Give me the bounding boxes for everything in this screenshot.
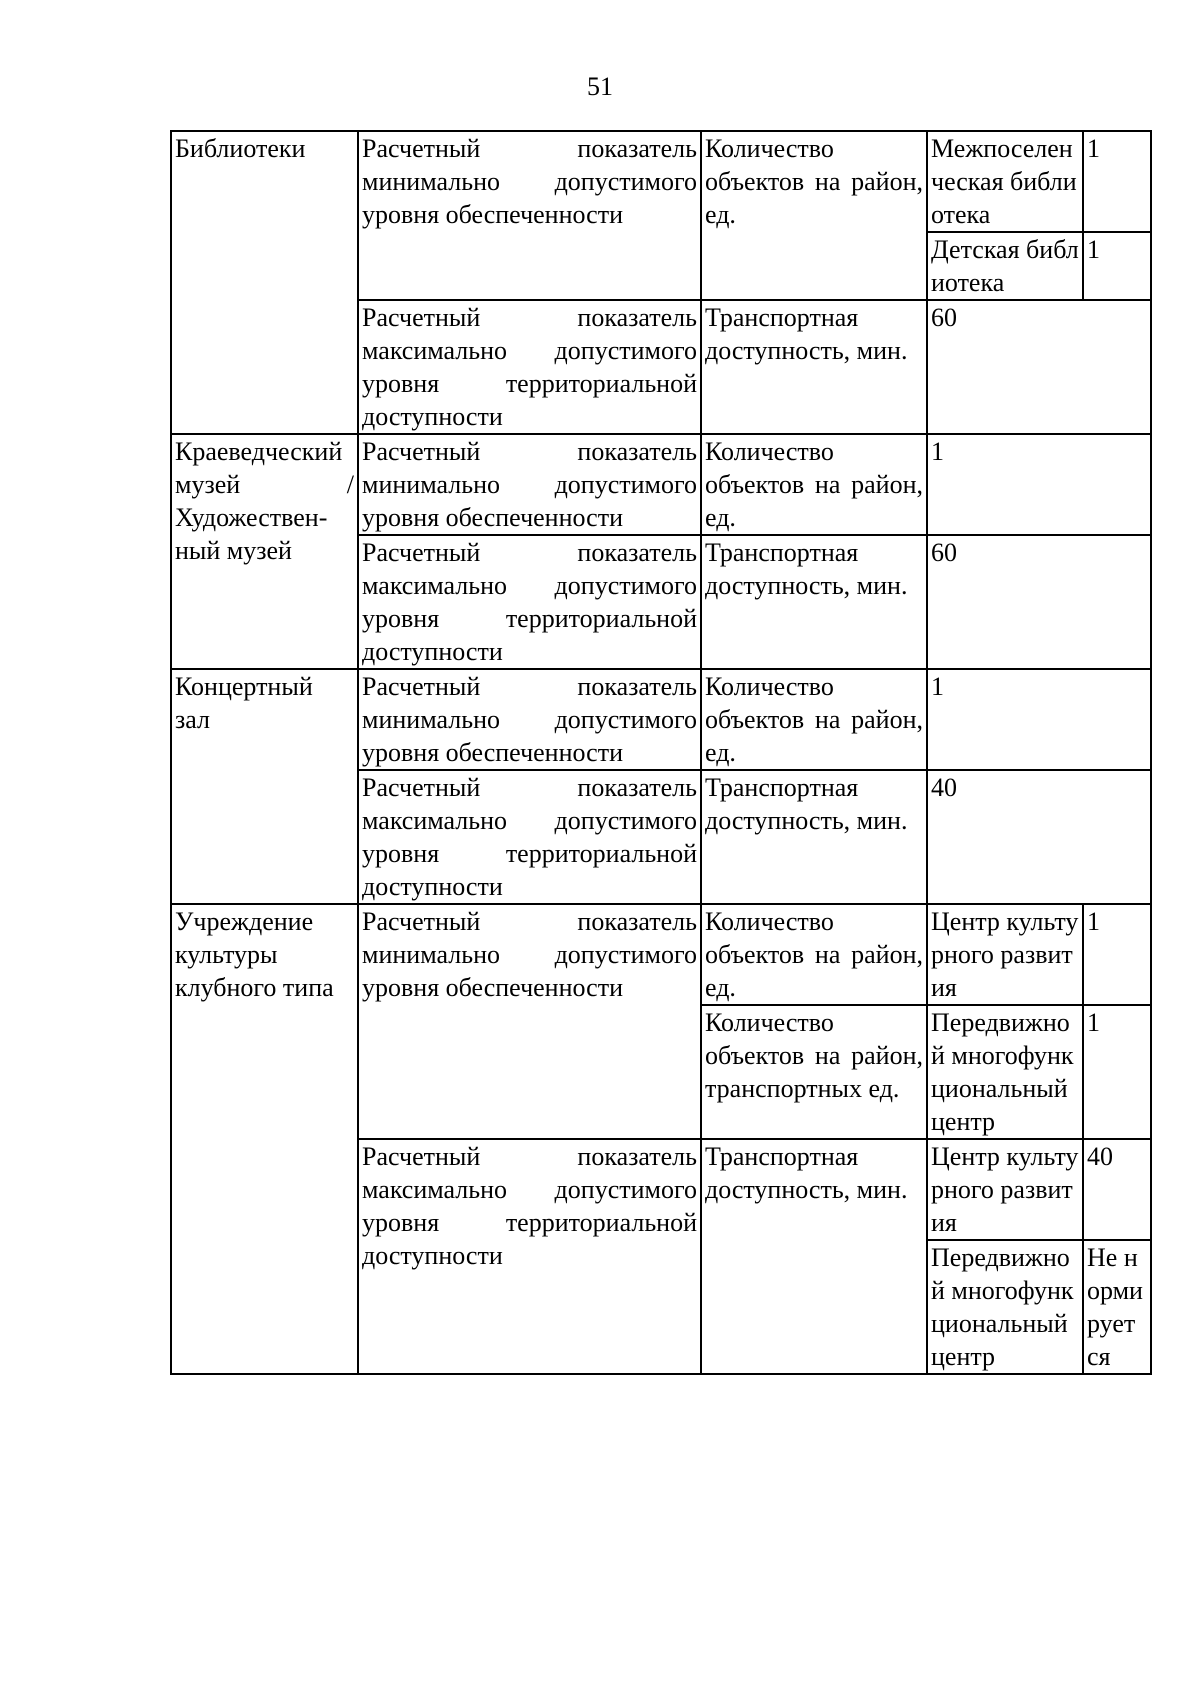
culture-norms-table (170, 130, 1152, 1375)
value-cell: 1 (1083, 131, 1151, 232)
value-cell: 1 (927, 434, 1151, 535)
indicator-cell: Расчетный показатель минимально допустимого уровня обеспеченности (358, 904, 701, 1139)
measure-cell: Транспортная доступность, мин. (701, 300, 927, 434)
measure-cell: Количество объектов на район, ед. (701, 131, 927, 300)
table-row (171, 131, 1151, 232)
subtype-cell: Центр культурного развития (927, 904, 1083, 1005)
measure-cell: Транспортная доступность, мин. (701, 770, 927, 904)
indicator-cell: Расчетный показатель минимально допустимого уровня обеспеченности (358, 669, 701, 770)
facility-cell: Краеведческий музей / Художествен-ный музей (171, 434, 358, 669)
value-cell: 40 (1083, 1139, 1151, 1240)
subtype-cell: Передвижной многофункциональный центр (927, 1240, 1083, 1374)
value-cell: 1 (1083, 904, 1151, 1005)
table-row (171, 669, 1151, 770)
value-cell: 60 (927, 300, 1151, 434)
facility-cell: Библиотеки (171, 131, 358, 434)
indicator-cell: Расчетный показатель минимально допустимого уровня обеспеченности (358, 434, 701, 535)
subtype-cell: Передвижной многофункциональный центр (927, 1005, 1083, 1139)
table-row (171, 904, 1151, 1005)
indicator-cell: Расчетный показатель максимально допустимого уровня территориальной доступности (358, 770, 701, 904)
facility-cell: Концертный зал (171, 669, 358, 904)
page-number: 51 (587, 72, 613, 101)
value-cell: 40 (927, 770, 1151, 904)
measure-cell: Количество объектов на район, ед. (701, 904, 927, 1005)
measure-cell: Количество объектов на район, ед. (701, 669, 927, 770)
table-row (171, 434, 1151, 535)
indicator-cell: Расчетный показатель минимально допустимого уровня обеспеченности (358, 131, 701, 300)
value-cell: 1 (1083, 232, 1151, 300)
subtype-cell: Детская библиотека (927, 232, 1083, 300)
subtype-cell: Межпоселенческая библиотека (927, 131, 1083, 232)
value-cell: 1 (927, 669, 1151, 770)
indicator-cell: Расчетный показатель максимально допустимого уровня территориальной доступности (358, 1139, 701, 1374)
value-cell: 1 (1083, 1005, 1151, 1139)
indicator-cell: Расчетный показатель максимально допустимого уровня территориальной доступности (358, 300, 701, 434)
facility-cell: Учреждение культуры клубного типа (171, 904, 358, 1374)
measure-cell: Количество объектов на район, транспортных ед. (701, 1005, 927, 1139)
measure-cell: Транспортная доступность, мин. (701, 1139, 927, 1374)
indicator-cell: Расчетный показатель максимально допустимого уровня территориальной доступности (358, 535, 701, 669)
value-cell: 60 (927, 535, 1151, 669)
value-cell: Не нормируется (1083, 1240, 1151, 1374)
measure-cell: Транспортная доступность, мин. (701, 535, 927, 669)
subtype-cell: Центр культурного развития (927, 1139, 1083, 1240)
measure-cell: Количество объектов на район, ед. (701, 434, 927, 535)
